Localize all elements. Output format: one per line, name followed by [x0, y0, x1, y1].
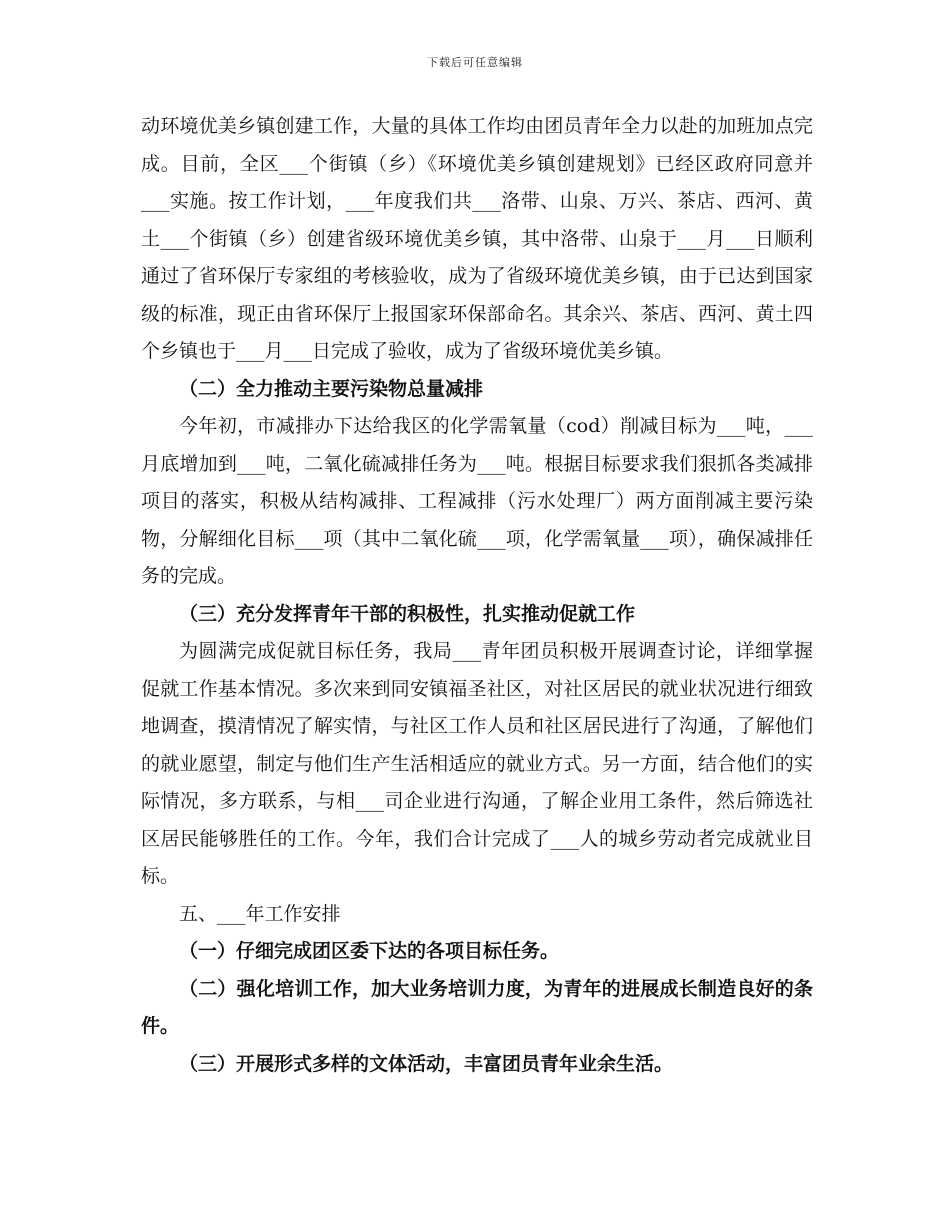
- section-heading-employment: （三）充分发挥青年干部的积极性，扎实推动促就工作: [179, 602, 636, 625]
- plan-item-2: （二）强化培训工作，加大业务培训力度，为青年的进展成长制造良好的条件。: [141, 977, 813, 1037]
- paragraph-environment: 动环境优美乡镇创建工作，大量的具体工作均由团员青年全力以赴的加班加点完成。目前，全区___个街镇（乡）《环境优美乡镇创建规划》已经区政府同意并___实施。按工作计划，___年度我们共___洛带、山泉、万兴、茶店、西河、黄土___个街镇（乡）创建省级环境优美乡镇，其中洛带、山泉于___月___日顺利通过了省环保厅专家组的考核验收，成为了省级环境优美乡镇，由于已达到国家级的标准，现正由省环保厅上报国家环保部命名。其余兴、茶店、西河、黄土四个乡镇也于___月___日完成了验收，成为了省级环境优美乡镇。: [141, 115, 813, 362]
- plan-item-3: （三）开展形式多样的文体活动，丰富团员青年业余生活。: [179, 1052, 674, 1075]
- paragraph-employment: 为圆满完成促就目标任务，我局___青年团员积极开展调查讨论，详细掌握促就工作基本情况。多次来到同安镇福圣社区，对社区居民的就业状况进行细致地调查，摸清情况了解实情，与社区工作人员和社区居民进行了沟通，了解他们的就业愿望，制定与他们生产生活相适应的就业方式。另一方面，结合他们的实际情况，多方联系，与相___司企业进行沟通，了解企业用工条件，然后筛选社区居民能够胜任的工作。今年，我们合计完成了___人的城乡劳动者完成就业目标。: [141, 640, 813, 887]
- section-heading-plan: 五、___年工作安排: [179, 902, 341, 925]
- plan-item-1: （一）仔细完成团区委下达的各项目标任务。: [179, 940, 560, 962]
- document-body: [141, 108, 813, 1083]
- page-header: 下载后可任意编辑: [427, 56, 523, 69]
- section-heading-emission: （二）全力推动主要污染物总量减排: [179, 377, 484, 400]
- paragraph-emission: 今年初，市减排办下达给我区的化学需氧量（cod）削减目标为___吨，___月底增加到___吨，二氧化硫减排任务为___吨。根据目标要求我们狠抓各类减排项目的落实，积极从结构减排、工程减排（污水处理厂）两方面削减主要污染物，分解细化目标___项（其中二氧化硫___项，化学需氧量___项），确保减排任务的完成。: [141, 415, 813, 587]
